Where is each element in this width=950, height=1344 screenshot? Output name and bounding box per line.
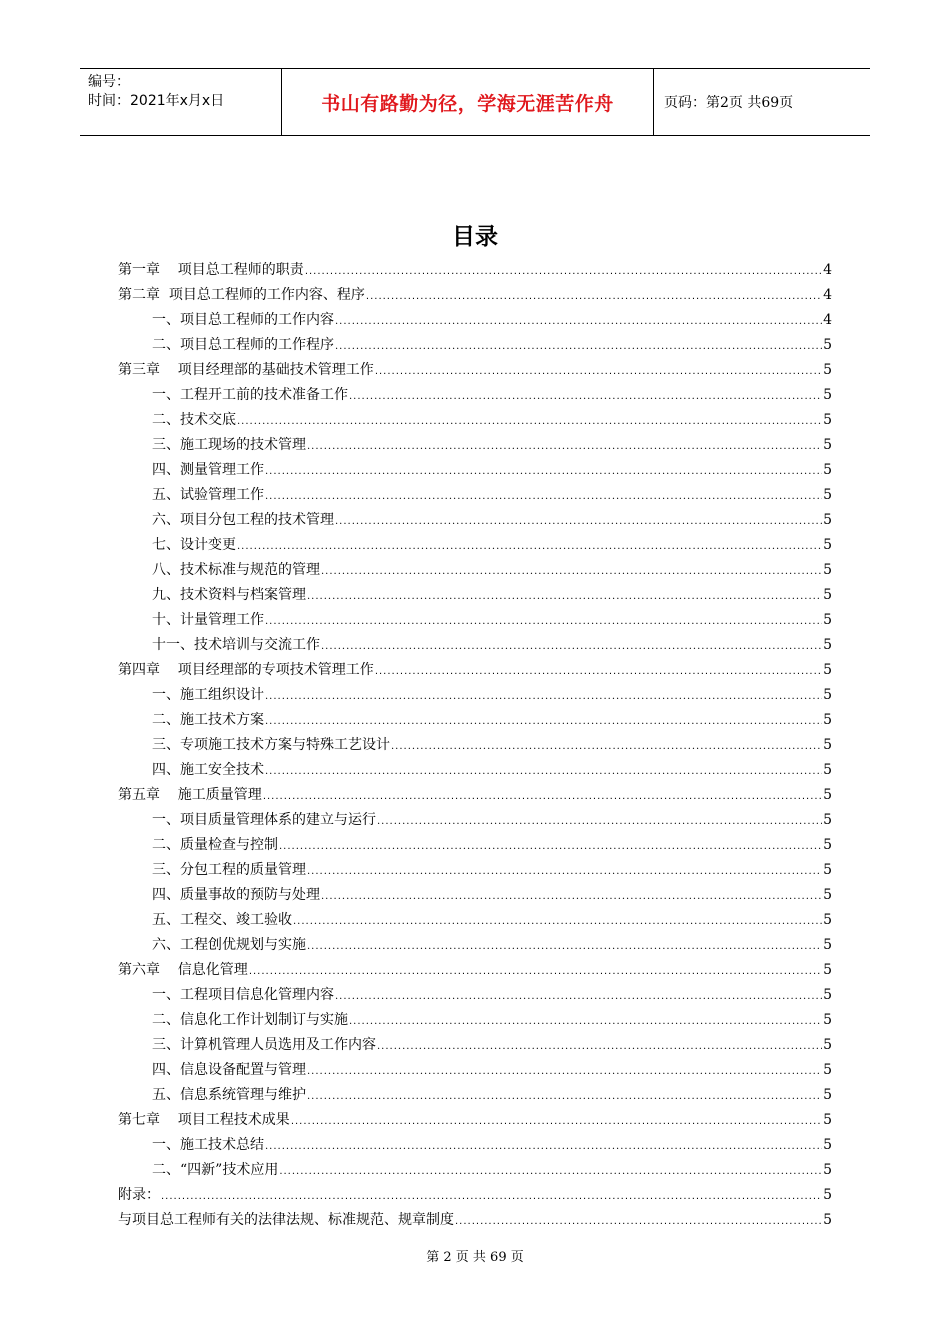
table-of-contents <box>118 258 832 1233</box>
toc-chapter-entry[interactable] <box>118 283 832 308</box>
toc-section-entry[interactable] <box>118 683 832 708</box>
toc-leader-dots <box>375 659 822 684</box>
toc-page-number: 4 <box>823 287 832 303</box>
toc-leader-dots <box>321 884 822 909</box>
toc-entry-text: 一、项目总工程师的工作内容 <box>152 312 334 328</box>
toc-section-entry[interactable] <box>118 333 832 358</box>
toc-leader-dots <box>307 1059 822 1084</box>
toc-page-number: 5 <box>823 1112 832 1128</box>
toc-leader-dots <box>265 759 822 784</box>
toc-entry-text: 八、技术标准与规范的管理 <box>152 562 320 578</box>
toc-section-entry[interactable] <box>118 908 832 933</box>
toc-leader-dots <box>293 909 822 934</box>
toc-page-number: 5 <box>823 637 832 653</box>
toc-page-number: 4 <box>823 262 832 278</box>
toc-section-entry[interactable] <box>118 1008 832 1033</box>
toc-entry-text: 附录： <box>118 1187 160 1203</box>
toc-page-number: 5 <box>823 362 832 378</box>
toc-entry-text: 七、设计变更 <box>152 537 236 553</box>
toc-section-entry[interactable] <box>118 533 832 558</box>
toc-entry-text: 第二章 项目总工程师的工作内容、程序 <box>118 287 365 303</box>
toc-page-number: 5 <box>823 1187 832 1203</box>
toc-entry-text: 二、“四新”技术应用 <box>152 1162 279 1178</box>
toc-entry-text: 九、技术资料与档案管理 <box>152 587 306 603</box>
toc-section-entry[interactable] <box>118 583 832 608</box>
toc-section-entry[interactable] <box>118 608 832 633</box>
toc-leader-dots <box>321 634 822 659</box>
toc-page-number: 5 <box>823 787 832 803</box>
toc-entry-text: 十一、技术培训与交流工作 <box>152 637 320 653</box>
toc-entry-text: 四、信息设备配置与管理 <box>152 1062 306 1078</box>
toc-section-entry[interactable] <box>118 458 832 483</box>
toc-page-number: 5 <box>823 887 832 903</box>
toc-leader-dots <box>161 1184 822 1209</box>
toc-page-number: 5 <box>823 862 832 878</box>
toc-page-number: 5 <box>823 712 832 728</box>
header-motto: 书山有路勤为径，学海无涯苦作舟 <box>282 69 654 135</box>
toc-leader-dots <box>249 959 822 984</box>
toc-section-entry[interactable] <box>118 1133 832 1158</box>
toc-leader-dots <box>265 684 822 709</box>
toc-leader-dots <box>237 534 822 559</box>
toc-section-entry[interactable] <box>118 1158 832 1183</box>
toc-section-entry[interactable] <box>118 858 832 883</box>
toc-chapter-entry[interactable] <box>118 783 832 808</box>
toc-chapter-entry[interactable] <box>118 1108 832 1133</box>
toc-entry-text: 一、工程项目信息化管理内容 <box>152 987 334 1003</box>
toc-entry-text: 第五章 施工质量管理 <box>118 787 262 803</box>
toc-chapter-entry[interactable] <box>118 958 832 983</box>
toc-entry-text: 四、测量管理工作 <box>152 462 264 478</box>
toc-leader-dots <box>391 734 822 759</box>
toc-entry-text: 二、项目总工程师的工作程序 <box>152 337 334 353</box>
toc-entry-text: 三、计算机管理人员选用及工作内容 <box>152 1037 376 1053</box>
toc-entry-text: 第一章 项目总工程师的职责 <box>118 262 304 278</box>
toc-entry-text: 二、施工技术方案 <box>152 712 264 728</box>
toc-entry-text: 二、质量检查与控制 <box>152 837 278 853</box>
toc-page-number: 5 <box>823 462 832 478</box>
toc-leader-dots <box>307 1084 822 1109</box>
toc-page-number: 5 <box>823 562 832 578</box>
toc-section-entry[interactable] <box>118 808 832 833</box>
toc-entry-text: 第三章 项目经理部的基础技术管理工作 <box>118 362 374 378</box>
toc-entry-text: 二、信息化工作计划制订与实施 <box>152 1012 348 1028</box>
toc-section-entry[interactable] <box>118 558 832 583</box>
toc-section-entry[interactable] <box>118 308 832 333</box>
toc-entry-text: 五、试验管理工作 <box>152 487 264 503</box>
page-header <box>80 68 870 136</box>
toc-section-entry[interactable] <box>118 883 832 908</box>
toc-page-number: 5 <box>823 912 832 928</box>
toc-page-number: 5 <box>823 962 832 978</box>
toc-section-entry[interactable] <box>118 433 832 458</box>
toc-leader-dots <box>335 309 822 334</box>
toc-page-number: 4 <box>823 312 832 328</box>
toc-page-number: 5 <box>823 1162 832 1178</box>
toc-chapter-entry[interactable] <box>118 358 832 383</box>
toc-page-number: 5 <box>823 812 832 828</box>
toc-leader-dots <box>455 1209 822 1234</box>
toc-entry-text: 一、工程开工前的技术准备工作 <box>152 387 348 403</box>
toc-section-entry[interactable] <box>118 1058 832 1083</box>
toc-section-entry[interactable] <box>118 633 832 658</box>
toc-entry-text: 四、质量事故的预防与处理 <box>152 887 320 903</box>
toc-page-number: 5 <box>823 1087 832 1103</box>
toc-page-number: 5 <box>823 1012 832 1028</box>
toc-chapter-entry[interactable] <box>118 658 832 683</box>
time-label: 时间：2021年x月x日 <box>88 93 225 109</box>
toc-entry-text: 三、分包工程的质量管理 <box>152 862 306 878</box>
toc-leader-dots <box>307 434 822 459</box>
toc-leader-dots <box>305 259 822 284</box>
toc-page-number: 5 <box>823 387 832 403</box>
toc-section-entry[interactable] <box>118 483 832 508</box>
toc-page-number: 5 <box>823 487 832 503</box>
page-footer: 第 2 页 共 69 页 <box>426 1250 524 1265</box>
toc-leader-dots <box>335 334 822 359</box>
toc-leader-dots <box>377 1034 822 1059</box>
toc-page-number: 5 <box>823 1137 832 1153</box>
toc-entry-text: 五、信息系统管理与维护 <box>152 1087 306 1103</box>
toc-page-number: 5 <box>823 537 832 553</box>
toc-page-number: 5 <box>823 837 832 853</box>
toc-leader-dots <box>366 284 822 309</box>
toc-leader-dots <box>265 709 822 734</box>
header-page-info: 页码：第2页 共69页 <box>664 95 794 111</box>
toc-leader-dots <box>307 934 822 959</box>
toc-leader-dots <box>377 809 822 834</box>
toc-chapter-entry[interactable] <box>118 1208 832 1233</box>
toc-page-number: 5 <box>823 987 832 1003</box>
toc-entry-text: 十、计量管理工作 <box>152 612 264 628</box>
toc-page-number: 5 <box>823 337 832 353</box>
toc-page-number: 5 <box>823 762 832 778</box>
toc-page-number: 5 <box>823 1037 832 1053</box>
toc-entry-text: 一、施工组织设计 <box>152 687 264 703</box>
toc-section-entry[interactable] <box>118 1033 832 1058</box>
toc-leader-dots <box>335 509 822 534</box>
toc-entry-text: 一、项目质量管理体系的建立与运行 <box>152 812 376 828</box>
toc-section-entry[interactable] <box>118 508 832 533</box>
toc-entry-text: 第六章 信息化管理 <box>118 962 248 978</box>
toc-leader-dots <box>265 459 822 484</box>
toc-section-entry[interactable] <box>118 383 832 408</box>
toc-entry-text: 与项目总工程师有关的法律法规、标准规范、规章制度 <box>118 1212 454 1228</box>
toc-page-number: 5 <box>823 512 832 528</box>
toc-leader-dots <box>265 609 822 634</box>
toc-page-number: 5 <box>823 737 832 753</box>
toc-page-number: 5 <box>823 937 832 953</box>
toc-chapter-entry[interactable] <box>118 258 832 283</box>
toc-section-entry[interactable] <box>118 933 832 958</box>
toc-section-entry[interactable] <box>118 1083 832 1108</box>
toc-leader-dots <box>335 984 822 1009</box>
header-meta <box>80 69 282 135</box>
toc-section-entry[interactable] <box>118 983 832 1008</box>
toc-page-number: 5 <box>823 612 832 628</box>
toc-leader-dots <box>279 1159 822 1184</box>
toc-page-number: 5 <box>823 662 832 678</box>
toc-entry-text: 第四章 项目经理部的专项技术管理工作 <box>118 662 374 678</box>
toc-leader-dots <box>349 384 822 409</box>
toc-leader-dots <box>263 784 822 809</box>
toc-leader-dots <box>307 584 822 609</box>
toc-entry-text: 六、项目分包工程的技术管理 <box>152 512 334 528</box>
toc-page-number: 5 <box>823 412 832 428</box>
toc-entry-text: 五、工程交、竣工验收 <box>152 912 292 928</box>
toc-page-number: 5 <box>823 437 832 453</box>
toc-page-number: 5 <box>823 587 832 603</box>
toc-entry-text: 六、工程创优规划与实施 <box>152 937 306 953</box>
toc-leader-dots <box>265 1134 822 1159</box>
toc-section-entry[interactable] <box>118 833 832 858</box>
toc-entry-text: 第七章 项目工程技术成果 <box>118 1112 290 1128</box>
toc-page-number: 5 <box>823 1212 832 1228</box>
toc-leader-dots <box>279 834 822 859</box>
toc-leader-dots <box>321 559 822 584</box>
toc-leader-dots <box>237 409 822 434</box>
toc-page-number: 5 <box>823 1062 832 1078</box>
toc-leader-dots <box>291 1109 822 1134</box>
toc-entry-text: 二、技术交底 <box>152 412 236 428</box>
toc-entry-text: 三、专项施工技术方案与特殊工艺设计 <box>152 737 390 753</box>
toc-entry-text: 三、施工现场的技术管理 <box>152 437 306 453</box>
toc-section-entry[interactable] <box>118 708 832 733</box>
toc-page-number: 5 <box>823 687 832 703</box>
toc-section-entry[interactable] <box>118 758 832 783</box>
toc-leader-dots <box>265 484 822 509</box>
toc-title: 目录 <box>452 224 498 250</box>
toc-section-entry[interactable] <box>118 733 832 758</box>
toc-section-entry[interactable] <box>118 408 832 433</box>
toc-chapter-entry[interactable] <box>118 1183 832 1208</box>
number-label: 编号： <box>88 74 130 90</box>
toc-entry-text: 一、施工技术总结 <box>152 1137 264 1153</box>
toc-entry-text: 四、施工安全技术 <box>152 762 264 778</box>
toc-leader-dots <box>307 859 822 884</box>
toc-leader-dots <box>375 359 822 384</box>
toc-leader-dots <box>349 1009 822 1034</box>
